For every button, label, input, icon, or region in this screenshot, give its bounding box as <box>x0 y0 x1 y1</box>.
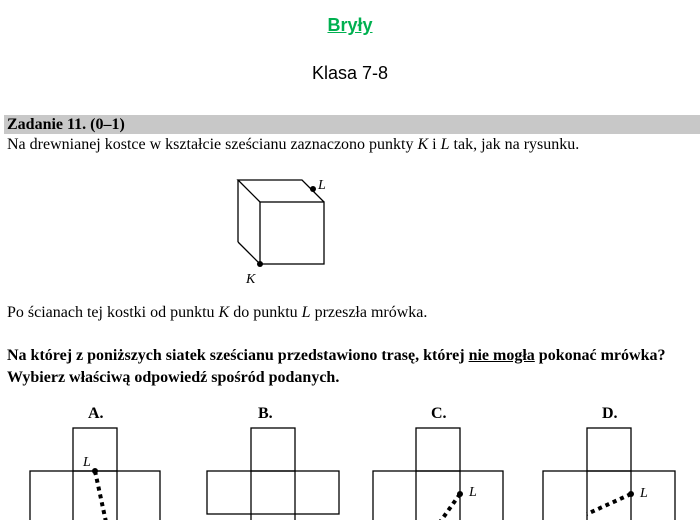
topic-title: Bryły <box>327 15 373 35</box>
net-a-label-l: L <box>83 455 91 470</box>
option-a-label[interactable]: A. <box>88 405 104 422</box>
net-b[interactable] <box>207 428 339 520</box>
task-intro: Na drewnianej kostce w kształcie sześcianu zaznaczono punkty K i L tak, jak na rysunku. <box>7 136 580 153</box>
net-d-point <box>628 491 634 497</box>
task-question: Na której z poniższych siatek sześcianu przedstawiono trasę, której nie mogła pokonać mrówka? Wybierz właściwą odpowiedź spośród podanych. <box>7 347 666 386</box>
net-c-label-l: L <box>469 485 477 500</box>
net-c-point <box>457 491 463 497</box>
net-a-point <box>92 468 98 474</box>
cube-label-l: L <box>318 178 326 193</box>
option-b-label[interactable]: B. <box>258 405 273 422</box>
task-header: Zadanie 11. (0–1) <box>4 115 700 134</box>
cube-label-k: K <box>246 272 256 287</box>
grade-label: Klasa 7-8 <box>311 63 389 83</box>
net-d-label-l: L <box>640 486 648 501</box>
net-d[interactable] <box>543 428 675 520</box>
option-d-label[interactable]: D. <box>602 405 618 422</box>
task-description: Po ścianach tej kostki od punktu K do punktu L przeszła mrówka. <box>7 304 428 321</box>
net-c[interactable] <box>373 428 503 520</box>
option-c-label[interactable]: C. <box>431 405 447 422</box>
